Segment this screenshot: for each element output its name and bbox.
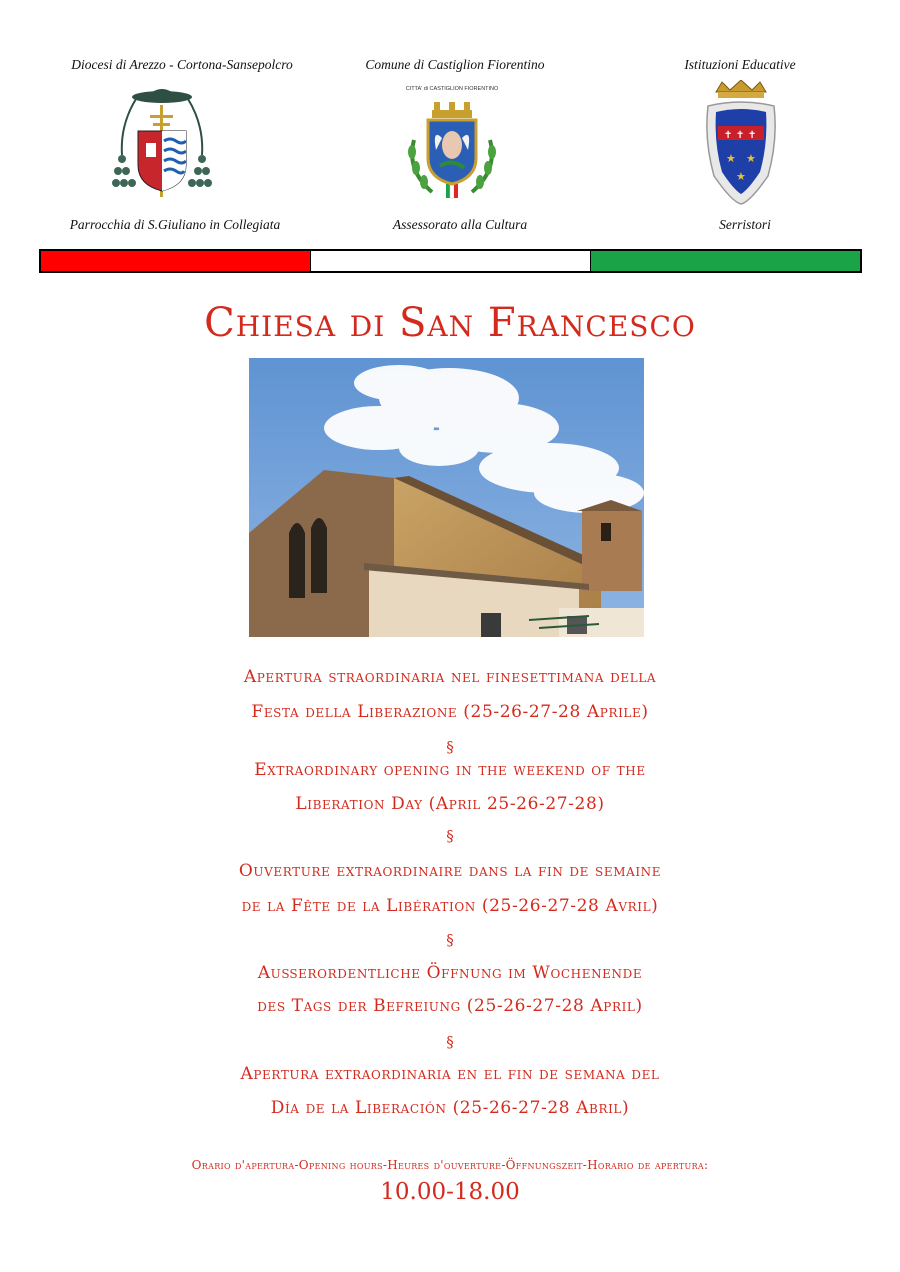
opening-hours-label: Orario d'apertura-Opening hours-Heures d'ouverture-Öffnungszeit-Horario de apertura: — [191, 1158, 709, 1172]
page-title: Chiesa di San Francesco — [204, 300, 696, 346]
serristori-coat-of-arms-icon — [702, 80, 780, 205]
header-assessorato: Assessorato alla Cultura — [392, 217, 528, 232]
section-separator: § — [446, 1033, 454, 1051]
header-comune: Comune di Castiglion Fiorentino — [365, 57, 545, 72]
section-separator: § — [446, 931, 454, 949]
section-separator: § — [446, 738, 454, 756]
announcement-es-line2: Día de la Liberación (25-26-27-28 Abril) — [270, 1098, 630, 1118]
opening-hours-value: 10.00-18.00 — [380, 1179, 520, 1205]
header-serristori: Serristori — [719, 217, 771, 232]
header-parrocchia: Parrocchia di S.Giuliano in Collegiata — [69, 217, 281, 232]
announcement-it-line2: Festa della Liberazione (25-26-27-28 Aprile) — [251, 702, 649, 722]
announcement-es-line1: Apertura extraordinaria en el fin de semana del — [240, 1064, 660, 1084]
tricolor-bar — [39, 249, 862, 273]
svg-text:✝: ✝ — [748, 130, 757, 141]
seal-lettering: CITTA' di CASTIGLION FIORENTINO — [405, 86, 499, 92]
tricolor-white — [310, 251, 591, 271]
announcement-fr-line2: de la Fête de la Libération (25-26-27-28 Avril) — [241, 896, 659, 916]
tricolor-green — [591, 251, 860, 271]
announcement-fr-line1: Ouverture extraordinaire dans la fin de semaine — [238, 861, 662, 881]
svg-text:★: ★ — [726, 152, 736, 165]
svg-text:★: ★ — [736, 170, 746, 183]
announcement-en-line1: Extraordinary opening in the weekend of the — [254, 760, 646, 780]
tricolor-red — [41, 251, 310, 271]
announcement-de-line1: Außerordentliche Öffnung im Wochenende — [257, 963, 643, 983]
header-diocese: Diocesi di Arezzo - Cortona-Sansepolcro — [71, 57, 293, 72]
svg-text:★: ★ — [746, 152, 756, 165]
church-photo — [249, 358, 644, 637]
comune-seal-icon — [402, 80, 502, 205]
announcement-de-line2: des Tags der Befreiung (25-26-27-28 April) — [257, 996, 643, 1016]
svg-text:✝: ✝ — [724, 130, 733, 141]
section-separator: § — [446, 827, 454, 845]
announcement-en-line2: Liberation Day (April 25-26-27-28) — [295, 794, 605, 814]
svg-text:✝: ✝ — [736, 130, 745, 141]
header-istituzioni: Istituzioni Educative — [684, 57, 796, 72]
announcement-it-line1: Apertura straordinaria nel finesettimana della — [243, 667, 657, 687]
diocese-coat-of-arms-icon — [108, 85, 216, 203]
